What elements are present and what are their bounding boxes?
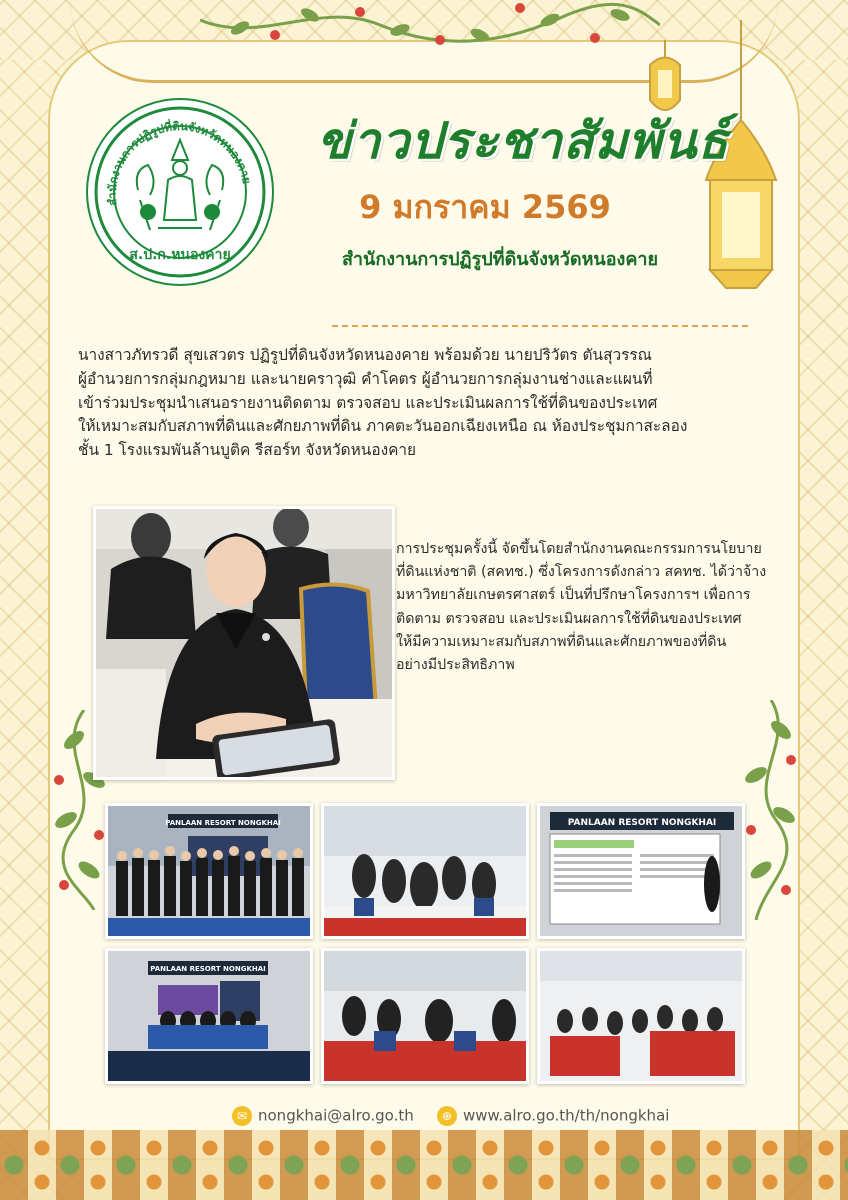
photo-presentation-screen: [537, 803, 745, 939]
photo-meeting-room-2: [321, 948, 529, 1084]
photo-meeting-room-3: [537, 948, 745, 1084]
side-line: การประชุมครั้งนี้ จัดขึ้นโดยสำนักงานคณะกรรมการนโยบาย: [396, 541, 762, 557]
resort-sign-text: PANLAAN RESORT NONGKHAI: [150, 965, 266, 973]
side-line: ที่ดินแห่งชาติ (สคทช.) ซึ่งโครงการดังกล่าว สคทช. ได้ว่าจ้าง: [396, 564, 767, 581]
side-line: ติดตาม ตรวจสอบ และประเมินผลการใช้ที่ดินของประเทศ: [396, 610, 742, 627]
news-date: 9 มกราคม 2569: [359, 188, 611, 226]
office-name: สำนักงานการปฏิรูปที่ดินจังหวัดหนองคาย: [341, 249, 659, 270]
side-line: อย่างมีประสิทธิภาพ: [396, 657, 515, 674]
website-text: www.alro.go.th/th/nongkhai: [463, 1106, 670, 1125]
headline-title: ข่าวประชาสัมพันธ์: [317, 111, 729, 170]
mail-icon: ✉: [232, 1106, 252, 1126]
article-line: นางสาวภัทรวดี สุขเสวตร ปฏิรูปที่ดินจังหวัดหนองคาย พร้อมด้วย นายปริวัตร ตันสุวรรณ: [78, 346, 652, 364]
side-line: ให้มีความเหมาะสมกับสภาพที่ดินและศักยภาพของที่ดิน: [396, 633, 727, 650]
contact-email[interactable]: [232, 1106, 414, 1126]
logo-ring-text: สำนักงานการปฏิรูปที่ดินจังหวัดหนองคาย: [104, 119, 255, 207]
resort-sign-text: PANLAAN RESORT NONGKHAI: [567, 818, 717, 828]
article-paragraph: [78, 344, 790, 463]
globe-icon: ⊕: [437, 1106, 457, 1126]
side-paragraph: [396, 538, 808, 677]
side-line: มหาวิทยาลัยเกษตรศาสตร์ เป็นที่ปรึกษาโครงการฯ เพื่อการ: [396, 587, 751, 604]
photo-stage-seated: [105, 948, 313, 1084]
article-line: ชั้น 1 โรงแรมพันล้านบูติค รีสอร์ท จังหวัดหนองคาย: [78, 441, 417, 460]
contact-website[interactable]: [437, 1106, 669, 1126]
article-line: ผู้อำนวยการกลุ่มกฎหมาย และนายคราวุฒิ คำโคตร ผู้อำนวยการกลุ่มงานช่างและแผนที่: [78, 369, 653, 388]
right-vine-decoration: [736, 700, 806, 920]
photo-group-standing: [105, 803, 313, 939]
alro-nongkhai-logo: [86, 98, 274, 286]
resort-sign-text: PANLAAN RESORT NONGKHAI: [165, 819, 281, 827]
logo-abbreviation: ส.ป.ก.หนองคาย: [129, 247, 231, 263]
email-text: nongkhai@alro.go.th: [258, 1106, 414, 1125]
dashed-divider: [332, 325, 748, 327]
photo-meeting-room-1: [321, 803, 529, 939]
bottom-floral-pattern: [0, 1130, 848, 1200]
article-line: เข้าร่วมประชุมนำเสนอรายงานติดตาม ตรวจสอบ และประเมินผลการใช้ที่ดินของประเทศ: [78, 393, 658, 412]
main-photo: [93, 506, 395, 780]
top-vine-decoration: [200, 0, 660, 50]
article-line: ให้เหมาะสมกับสภาพที่ดินและศักยภาพที่ดิน ภาคตะวันออกเฉียงเหนือ ณ ห้องประชุมกาสะลอง: [78, 417, 688, 436]
